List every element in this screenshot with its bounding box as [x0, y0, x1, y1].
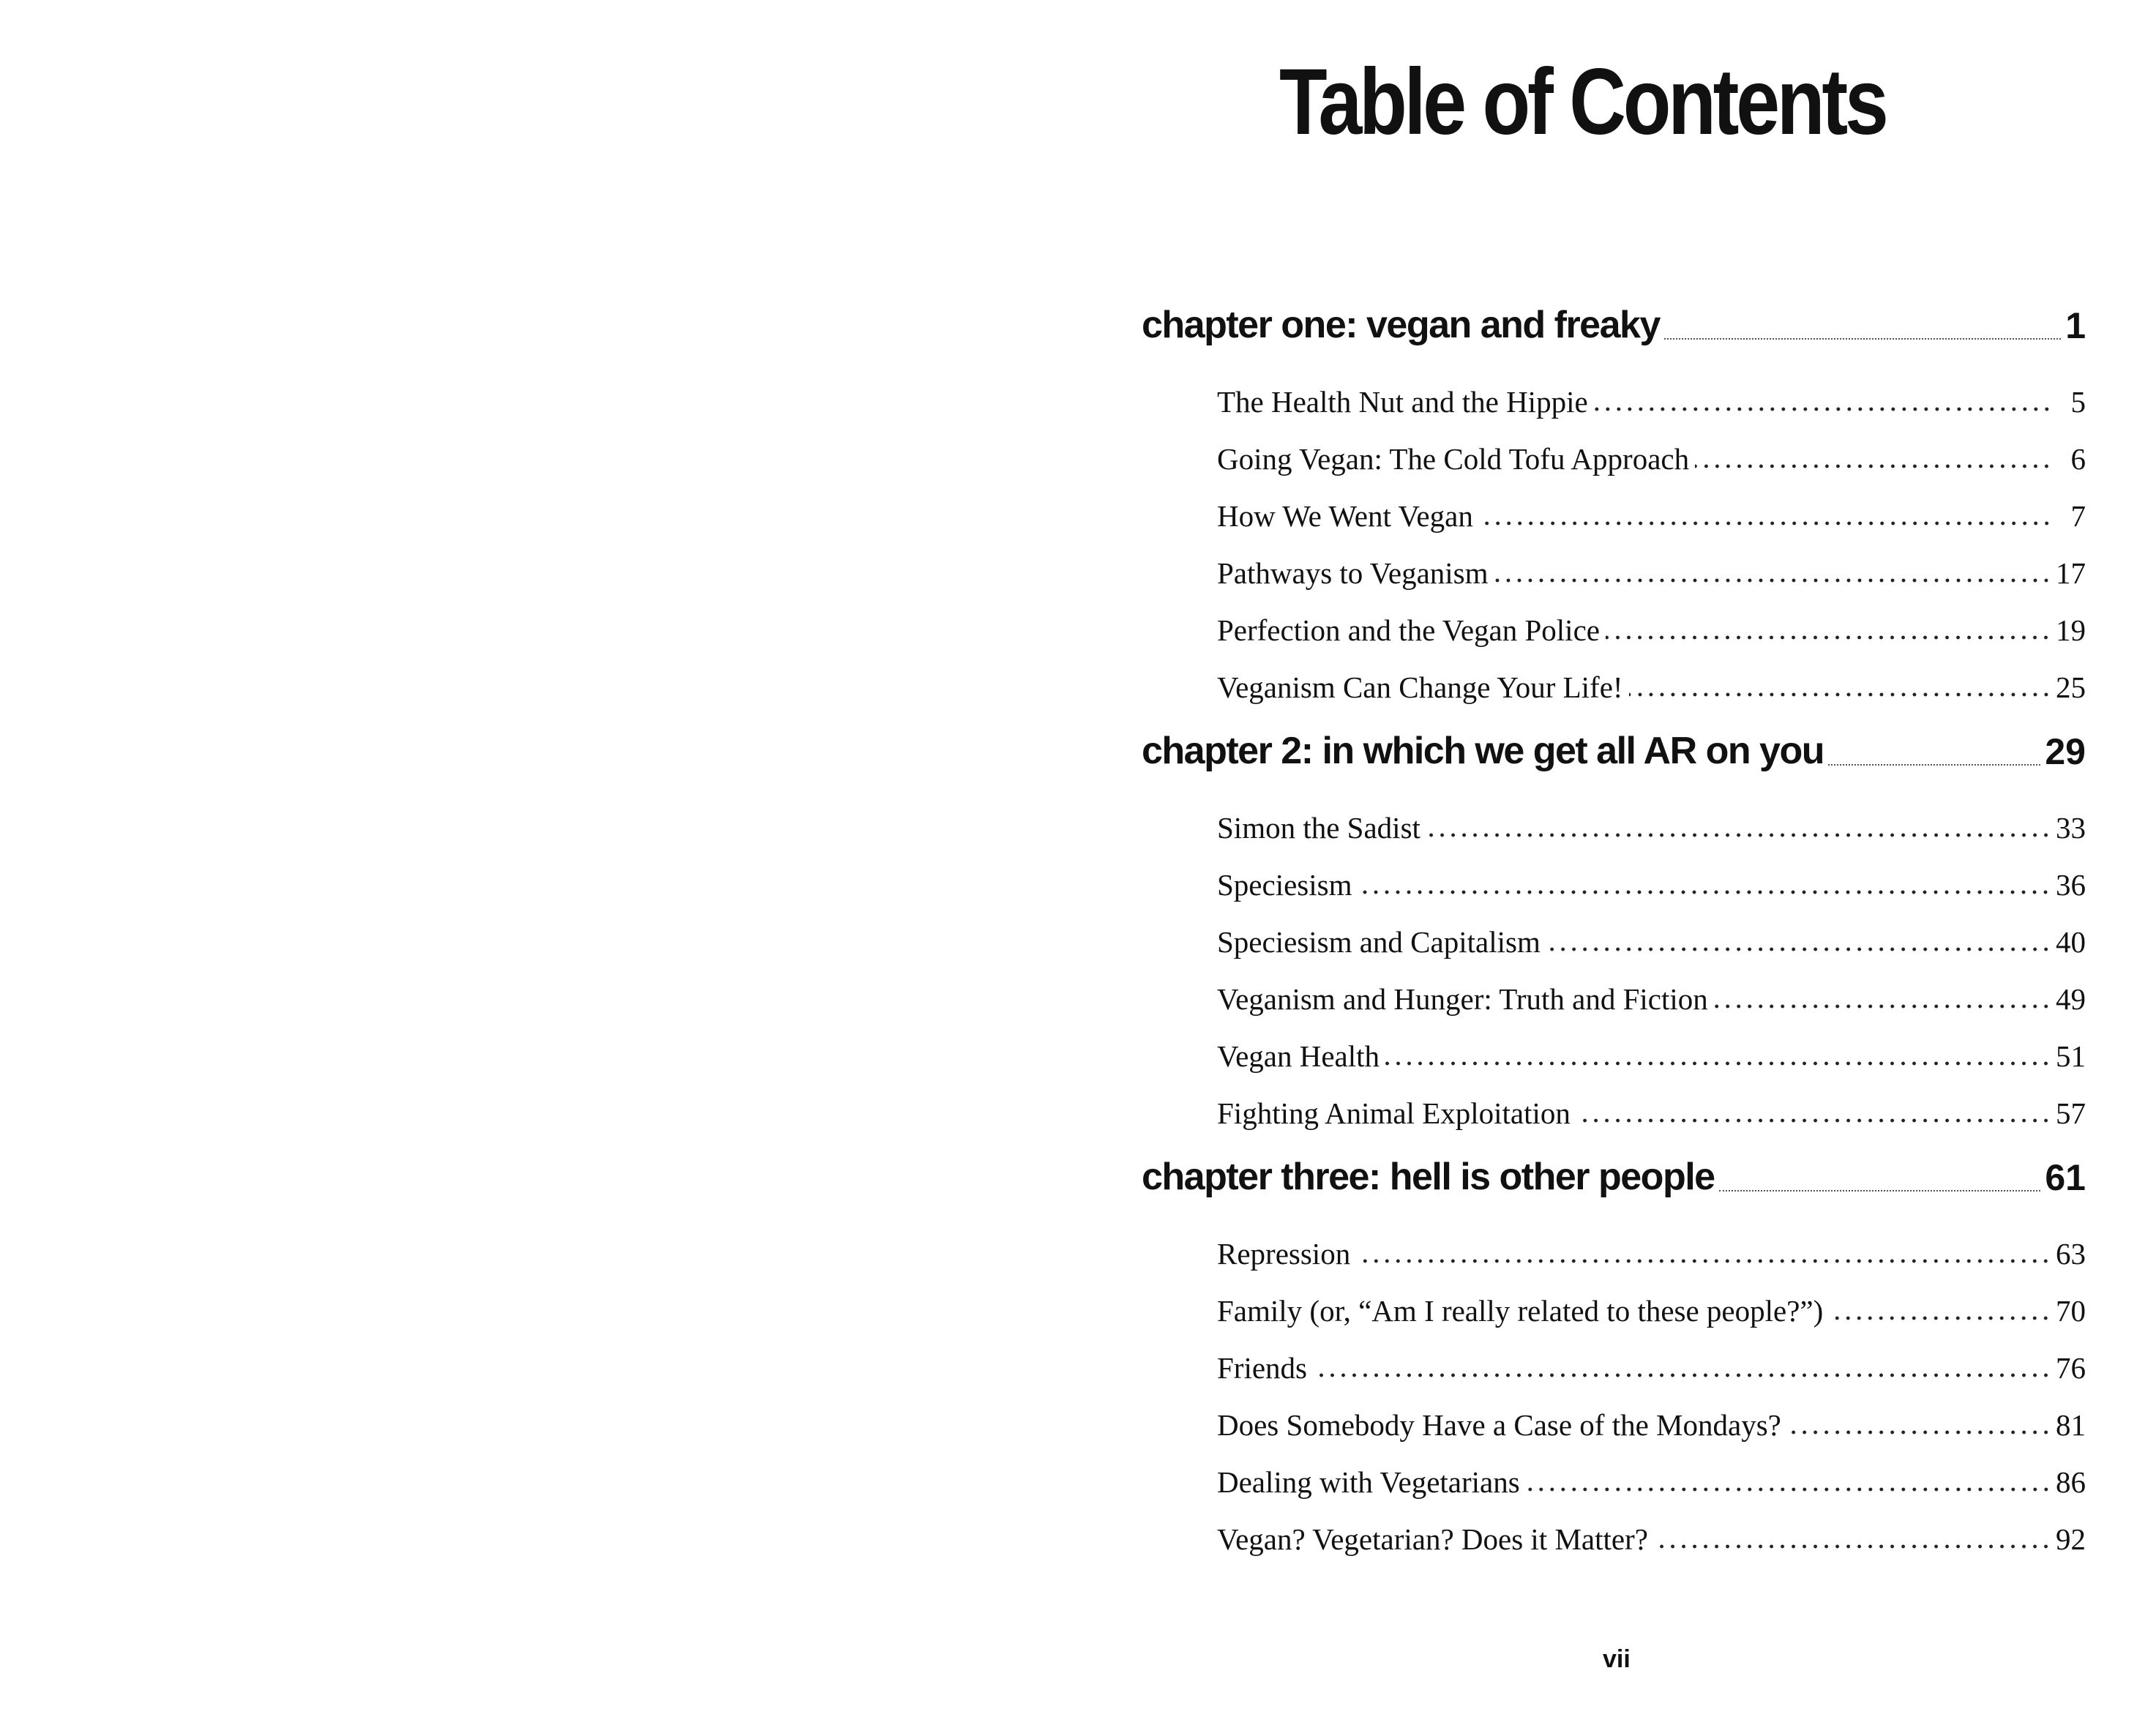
entry-list	[1142, 786, 2086, 1129]
dotted-leader	[1594, 407, 2052, 411]
dotted-leader	[1695, 464, 2052, 468]
toc-entry[interactable]	[1217, 900, 2086, 957]
toc-entry[interactable]	[1217, 1071, 2086, 1129]
dotted-leader	[1526, 1487, 2051, 1492]
page-title: Table of Contents	[1279, 50, 1886, 154]
dotted-leader	[1356, 1259, 2051, 1263]
dotted-leader	[1829, 1316, 2051, 1320]
dotted-leader	[1494, 578, 2051, 583]
entry-list	[1142, 360, 2086, 703]
entry-list	[1142, 1212, 2086, 1555]
toc-entry[interactable]	[1217, 646, 2086, 703]
toc-entry[interactable]	[1217, 417, 2086, 474]
entry-page-number: 51	[2056, 1039, 2086, 1073]
entry-title: Friends	[1217, 1351, 1307, 1385]
entry-page-number: 7	[2070, 499, 2086, 533]
entry-page-number: 17	[2056, 556, 2086, 590]
chapter-title: chapter 2: in which we get all AR on you	[1142, 730, 1824, 772]
toc-entry[interactable]	[1217, 531, 2086, 588]
table-of-contents	[1142, 287, 2086, 1565]
entry-title: Veganism Can Change Your Life!	[1217, 670, 1623, 704]
entry-page-number: 63	[2056, 1237, 2086, 1271]
dotted-leader	[1576, 1118, 2051, 1123]
toc-entry[interactable]	[1217, 1497, 2086, 1555]
toc-entry[interactable]	[1217, 1014, 2086, 1071]
entry-title: How We Went Vegan	[1217, 499, 1473, 533]
entry-title: Repression	[1217, 1237, 1351, 1271]
chapter-section	[1142, 713, 2086, 1129]
dotted-leader	[1714, 1004, 2051, 1009]
toc-entry[interactable]	[1217, 1383, 2086, 1440]
entry-title: Dealing with Vegetarians	[1217, 1465, 1520, 1499]
entry-page-number: 49	[2056, 982, 2086, 1016]
entry-page-number: 33	[2056, 811, 2086, 845]
toc-entry[interactable]	[1217, 588, 2086, 646]
chapter-heading[interactable]	[1142, 713, 2086, 770]
entry-title: Vegan Health	[1217, 1039, 1380, 1073]
dotted-leader	[1664, 337, 2061, 340]
chapter-heading[interactable]	[1142, 1139, 2086, 1196]
page-folio: vii	[1603, 1645, 1631, 1673]
entry-page-number: 57	[2056, 1096, 2086, 1130]
entry-page-number: 40	[2056, 925, 2086, 959]
dotted-leader	[1479, 521, 2052, 525]
entry-page-number: 76	[2056, 1351, 2086, 1385]
entry-title: Fighting Animal Exploitation	[1217, 1096, 1571, 1130]
entry-title: Pathways to Veganism	[1217, 556, 1489, 590]
chapter-page-number: 29	[2045, 731, 2086, 772]
dotted-leader	[1546, 947, 2051, 951]
entry-page-number: 5	[2070, 385, 2086, 419]
entry-page-number: 36	[2056, 868, 2086, 902]
entry-title: Does Somebody Have a Case of the Mondays?	[1217, 1408, 1781, 1442]
toc-entry[interactable]	[1217, 1269, 2086, 1326]
entry-title: Perfection and the Vegan Police	[1217, 613, 1600, 647]
dotted-leader	[1606, 635, 2051, 640]
entry-page-number: 19	[2056, 613, 2086, 647]
toc-entry[interactable]	[1217, 474, 2086, 531]
dotted-leader	[1719, 1189, 2041, 1192]
chapter-title: chapter three: hell is other people	[1142, 1156, 1715, 1198]
toc-entry[interactable]	[1217, 957, 2086, 1014]
toc-entry[interactable]	[1217, 843, 2086, 900]
entry-title: The Health Nut and the Hippie	[1217, 385, 1588, 419]
right-page	[1142, 0, 2093, 1717]
dotted-leader	[1629, 692, 2051, 697]
toc-entry[interactable]	[1217, 1326, 2086, 1383]
chapter-section	[1142, 1139, 2086, 1555]
entry-page-number: 81	[2056, 1408, 2086, 1442]
entry-page-number: 70	[2056, 1294, 2086, 1328]
dotted-leader	[1654, 1544, 2051, 1549]
toc-entry[interactable]	[1217, 1440, 2086, 1497]
entry-title: Going Vegan: The Cold Tofu Approach	[1217, 442, 1690, 476]
dotted-leader	[1426, 833, 2051, 837]
entry-page-number: 86	[2056, 1465, 2086, 1499]
dotted-leader	[1358, 890, 2051, 894]
entry-title: Simon the Sadist	[1217, 811, 1421, 845]
dotted-leader	[1385, 1061, 2051, 1066]
entry-title: Veganism and Hunger: Truth and Fiction	[1217, 982, 1708, 1016]
chapter-page-number: 1	[2065, 305, 2086, 346]
chapter-title: chapter one: vegan and freaky	[1142, 304, 1660, 346]
chapter-section	[1142, 287, 2086, 703]
entry-page-number: 25	[2056, 670, 2086, 704]
chapter-heading[interactable]	[1142, 287, 2086, 344]
entry-page-number: 92	[2056, 1522, 2086, 1556]
chapter-page-number: 61	[2045, 1157, 2086, 1198]
dotted-leader	[1828, 763, 2040, 766]
dotted-leader	[1313, 1373, 2051, 1377]
entry-title: Speciesism	[1217, 868, 1352, 902]
entry-page-number: 6	[2070, 442, 2086, 476]
toc-entry[interactable]	[1217, 786, 2086, 843]
entry-title: Speciesism and Capitalism	[1217, 925, 1541, 959]
entry-title: Family (or, “Am I really related to these people?”)	[1217, 1294, 1824, 1328]
entry-title: Vegan? Vegetarian? Does it Matter?	[1217, 1522, 1648, 1556]
toc-entry[interactable]	[1217, 1212, 2086, 1269]
toc-entry[interactable]	[1217, 360, 2086, 417]
dotted-leader	[1787, 1430, 2051, 1434]
